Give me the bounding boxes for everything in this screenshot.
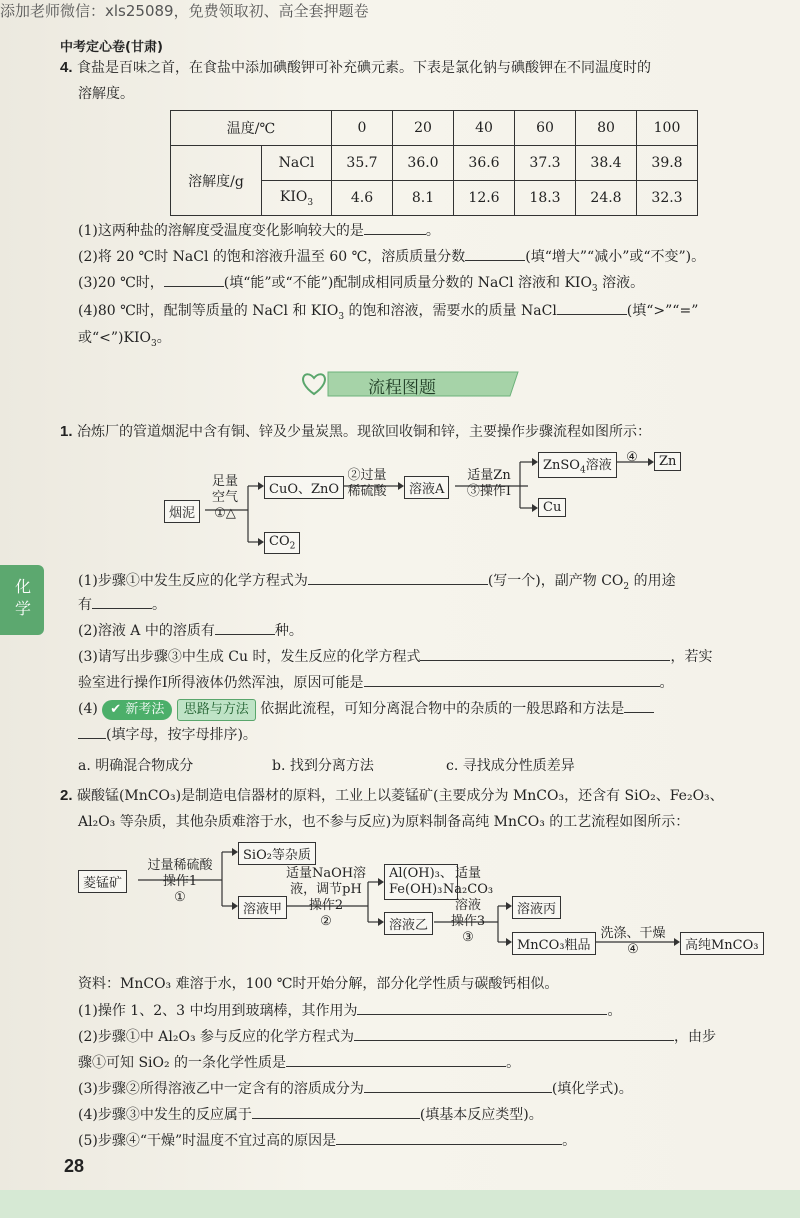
flow1-box-cuo-zno: CuO、ZnO [264,476,344,499]
p2-sub2: (2)步骤①中 Al₂O₃ 参与反应的化学方程式为 ，由步 [78,1026,716,1047]
flow1-step1-label: 足量 空气 ①△ [211,474,238,521]
flow1-step3-label: 适量Zn ③操作Ⅰ [466,468,512,499]
p2-sub3: (3)步骤②所得溶液乙中一定含有的溶质成分为 (填化学式)。 [78,1078,633,1099]
p2-sub1: (1)操作 1、2、3 中均用到玻璃棒，其作用为 。 [78,1000,621,1021]
flow2-box-solution-bing: 溶液丙 [512,896,561,919]
q4-stem-2: 溶解度。 [78,86,134,102]
p1-option-a: a. 明确混合物成分 [78,758,194,774]
table-cell: 39.8 [637,146,698,181]
flow2-box-hydroxides: Al(OH)₃、 Fe(OH)₃ [384,864,458,900]
table-cell: 0 [332,111,393,146]
p1-option-b: b. 找到分离方法 [272,758,374,774]
table-cell: 32.3 [637,181,698,216]
q4-sub4-cont: 或“$<”)KIO_3$。 [78,330,171,349]
p1-sub4-cont: (填字母，按字母排序)。 [78,724,257,745]
flow1-box-zn: Zn [654,452,681,471]
flow2-box-sio2: SiO₂等杂质 [238,842,316,865]
q4-sub4: (4)80 ℃时，配制等质量的 NaCl 和 $KIO_3$ 的饱和溶液，需要水的质量 NaCl (填“>”“=” [78,300,698,327]
p1-sub4: (4) ✔ 新考法 思路与方法 依据此流程，可知分离混合物中的杂质的一般思路和方法是 [78,698,654,721]
table-header-temp: 温度/℃ [171,111,332,146]
bottom-decoration [0,1190,800,1218]
flow1-box-yanni: 烟泥 [164,500,200,523]
answer-blank[interactable] [252,1104,420,1119]
p2-intro-1: 2. 碳酸锰(MnCO₃)是制造电信器材的原料，工业上以菱锰矿(主要成分为 MnCO₃，还含有 SiO₂、Fe₂O₃、 [60,787,724,804]
q4-sub1: (1)这两种盐的溶解度受温度变化影响较大的是 。 [78,220,440,241]
section-title: 流程图题 [368,378,436,398]
p2-number: 2. [60,787,73,804]
p1-intro: 1. 冶炼厂的管道烟泥中含有铜、锌及少量炭黑。现欲回收铜和锌，主要操作步骤流程如图所示： [60,423,651,440]
table-cell: 8.1 [393,181,454,216]
flow1-box-solution-a: 溶液A [404,476,449,499]
table-cell: 60 [515,111,576,146]
p2-info: 资料：MnCO₃ 难溶于水，100 ℃时开始分解，部分化学性质与碳酸钙相似。 [78,976,559,992]
subject-side-tab: 化学 [0,565,44,635]
p2-sub2-cont: 骤①可知 SiO₂ 的一条化学性质是 。 [78,1052,520,1073]
p1-sub1: (1)步骤①中发生反应的化学方程式为 (写一个)，副产物 $CO_2$ 的用途 [78,570,676,597]
p2-intro-2: Al₂O₃ 等杂质，其他杂质难溶于水，也不参与反应)为原料制备高纯 MnCO₃ 的工艺流程如图所示： [78,814,690,830]
watermark: 添加老师微信：xls25089，免费领取初、高全套押题卷 [0,2,369,20]
flow2-box-crude: MnCO₃粗品 [512,932,596,955]
q4-sub2: (2)将 20 ℃时 NaCl 的饱和溶液升温至 60 ℃，溶质质量分数 (填“增大”“减小”或“不变”)。 [78,246,705,267]
flow2-op4-label: 洗涤、干燥 ④ [600,926,666,957]
answer-blank[interactable] [364,1078,552,1093]
answer-blank[interactable] [354,1026,674,1041]
answer-blank[interactable] [336,1130,562,1145]
page-header: 中考定心卷(甘肃) [60,40,163,55]
q4-number: 4. [60,59,73,76]
q4-stem-1: 食盐是百味之首，在食盐中添加碘酸钾可补充碘元素。下表是氯化钠与碘酸钾在不同温度时的 [76,60,651,76]
q4-sub3: (3)20 ℃时， (填“能”或“不能”)配制成相同质量分数的 NaCl 溶液和 $KIO_3$ 溶液。 [78,272,644,299]
table-cell: 38.4 [576,146,637,181]
p1-option-c: c. 寻找成分性质差异 [446,758,575,774]
p2-sub4: (4)步骤③中发生的反应属于 (填基本反应类型)。 [78,1104,543,1125]
flow2-op2-label: 适量NaOH溶 液，调节pH 操作2 ② [285,866,367,929]
table-cell: 20 [393,111,454,146]
table-cell: 18.3 [515,181,576,216]
table-cell: 24.8 [576,181,637,216]
table-cell: 80 [576,111,637,146]
p1-sub3: (3)请写出步骤③中生成 Cu 时，发生反应的化学方程式 ，若实 [78,646,712,667]
table-cell: 37.3 [515,146,576,181]
table-cell: 4.6 [332,181,393,216]
table-cell: 36.6 [454,146,515,181]
flow2-op1-label: 过量稀硫酸 操作1 ① [147,858,213,905]
p1-sub2: (2)溶液 A 中的溶质有 种。 [78,620,303,641]
answer-blank[interactable] [357,1000,607,1015]
flow2-op3-label: 适量 Na₂CO₃ 溶液 操作3 ③ [442,866,494,945]
flow1-box-co2: $CO_2$ [264,532,300,554]
table-cell: 35.7 [332,146,393,181]
flow2-box-solution-jia: 溶液甲 [238,896,287,919]
p2-sub5: (5)步骤④“干燥”时温度不宜过高的原因是 。 [78,1130,576,1151]
page-number: 28 [64,1156,85,1176]
table-label-nacl: NaCl [262,146,332,181]
approach-tag: 思路与方法 [177,699,256,721]
flow2-box-ore: 菱锰矿 [78,870,127,893]
flow1-step4-label: ④ [626,450,638,465]
p1-sub3-cont: 验室进行操作Ⅰ所得液体仍然浑浊，原因可能是 。 [78,672,674,693]
table-cell: 40 [454,111,515,146]
flow2-box-solution-yi: 溶液乙 [384,912,433,935]
table-header-solubility: 溶解度/g [171,146,262,216]
table-cell: 12.6 [454,181,515,216]
flow1-step2-label: ②过量 稀硫酸 [347,468,387,499]
flow1-box-znso4: ZnSO$_4$溶液 [538,452,617,478]
flow1-box-cu: Cu [538,498,566,517]
table-label-kio3: $KIO_3$ [262,181,332,216]
p1-number: 1. [60,423,73,440]
new-method-tag: ✔ 新考法 [102,700,172,720]
flow2-box-pure: 高纯MnCO₃ [680,932,764,955]
table-cell: 36.0 [393,146,454,181]
p1-sub1-cont: 有 。 [78,594,166,615]
answer-blank[interactable] [286,1052,506,1067]
table-cell: 100 [637,111,698,146]
